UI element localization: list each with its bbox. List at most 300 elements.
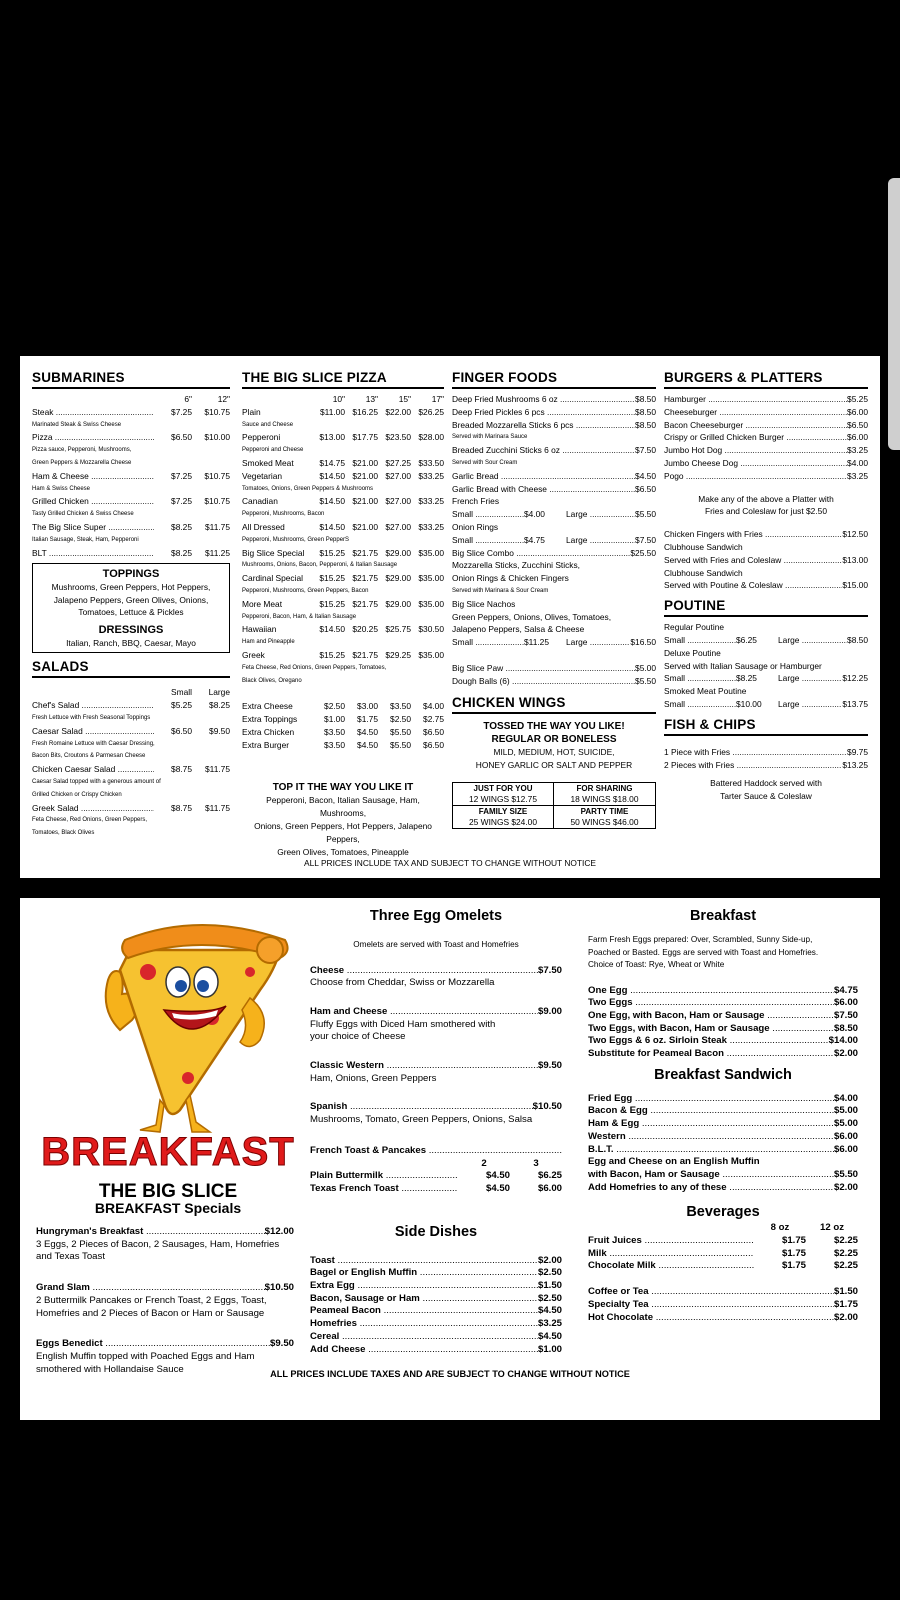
salads-title: SALADS [32, 659, 230, 678]
item-name: Garlic Bread ..... [452, 470, 635, 483]
item-price: $5.25 [847, 394, 868, 404]
item-price: $21.00 [352, 457, 378, 468]
breakfast-tax-notice: ALL PRICES INCLUDE TAXES AND ARE SUBJECT TO CHANGE WITHOUT NOTICE [270, 1369, 630, 1379]
menu-item [310, 1267, 562, 1280]
item-price: $3.25 [847, 445, 868, 456]
dressings-title: DRESSINGS [98, 623, 164, 636]
item-name: One Egg ..... [588, 985, 834, 998]
breakfast-column [588, 906, 858, 1324]
item-price: $15.25 [319, 547, 345, 558]
item-price: $2.50 [537, 1267, 562, 1279]
breakfast-sandwich-list [588, 1093, 858, 1157]
item-price: $4.00 [847, 457, 868, 468]
item-name: More Meat [242, 598, 283, 609]
menu-item [664, 419, 868, 432]
item-name: Cheeseburger ..... [664, 406, 847, 419]
item-price: $7.50 [833, 1009, 858, 1021]
item-description: Pepperoni and Cheese [242, 447, 304, 454]
item-price: $15.25 [319, 598, 345, 609]
item-price: $29.00 [385, 573, 411, 584]
menu-item [310, 1331, 562, 1344]
top-it-line: Pepperoni, Bacon, Italian Sausage, Ham, Mushrooms, [266, 795, 420, 819]
menu-item [452, 483, 656, 496]
item-price: $2.00 [833, 1181, 858, 1193]
item-description: Grilled Chicken or Crispy Chicken [32, 791, 122, 798]
item-name: Cheese ..... [310, 965, 538, 978]
item-price: $2.25 [833, 1260, 858, 1272]
item-price: $35.00 [418, 598, 444, 609]
item-price: $4.50 [357, 739, 378, 750]
item-name: One Egg, with Bacon, Ham or Sausage ..... [588, 1010, 834, 1023]
item-price: $8.25 [209, 700, 230, 711]
menu-item [588, 1035, 858, 1048]
size-6-label: 6" [184, 394, 192, 404]
menu-item [588, 1023, 858, 1036]
fish-chips-title: FISH & CHIPS [664, 717, 868, 736]
tax-notice: ALL PRICES INCLUDE TAX AND SUBJECT TO CHANGE WITHOUT NOTICE [304, 858, 596, 869]
item-name: Smoked Meat [242, 457, 294, 468]
item-name: Pepperoni [242, 432, 281, 443]
item-price: $3.50 [324, 726, 345, 737]
item-name: Ham & Cheese ..... [32, 470, 154, 483]
item-price: $6.50 [423, 739, 444, 750]
small-price: $11.25 [524, 637, 549, 648]
large-price: $12.25 [842, 673, 868, 684]
item-name: Two Eggs & 6 oz. Sirloin Steak ..... [588, 1035, 829, 1048]
item-price: $6.25 [537, 1170, 562, 1182]
item-price: $14.50 [319, 496, 345, 507]
wings-size-table [452, 782, 656, 829]
item-price: $5.00 [833, 1105, 858, 1117]
menu-item [310, 965, 562, 978]
french-toast-title: French Toast & Pancakes ..... [310, 1145, 562, 1158]
item-description: your choice of Cheese [310, 1031, 406, 1043]
item-price: $20.25 [352, 624, 378, 635]
breakfast-logo-word: BREAKFAST [41, 1130, 295, 1174]
omelets-title: Three Egg Omelets [369, 908, 503, 924]
menu-item [310, 1060, 562, 1073]
side-dishes-title: Side Dishes [394, 1223, 478, 1240]
pizza-item [242, 623, 444, 636]
item-price: $2.50 [537, 1292, 562, 1304]
item-name: Ham & Egg ..... [588, 1118, 834, 1131]
fish-note: Battered Haddock served with [710, 778, 822, 789]
item-price: $10.50 [264, 1282, 294, 1294]
item-price: $15.25 [319, 649, 345, 660]
item-price: $10.75 [204, 406, 230, 417]
breakfast-title: Breakfast [689, 908, 757, 924]
wings-headline: TOSSED THE WAY YOU LIKE! [483, 721, 625, 733]
finger-foods-title: FINGER FOODS [452, 370, 656, 389]
item-name: Served with Poutine & Coleslaw ..... [664, 579, 842, 592]
item-description: Fluffy Eggs with Diced Ham smothered with [310, 1018, 496, 1030]
submarines-column [32, 370, 230, 840]
small-large-row [664, 698, 868, 711]
brand-name: THE BIG SLICE [98, 1181, 238, 1202]
item-price: $29.25 [385, 649, 411, 660]
platters-list [664, 528, 868, 592]
item-description: Black Olives, Oregano [242, 677, 302, 684]
menu-item [588, 1169, 858, 1182]
item-name: Bacon Cheeseburger ..... [664, 419, 847, 432]
item-name: Deep Fried Pickles 6 pcs ..... [452, 406, 635, 419]
item-description: smothered with Hollandaise Sauce [36, 1363, 184, 1375]
item-name: All Dressed [242, 521, 285, 532]
burgers-column [664, 370, 868, 803]
item-price: $5.50 [635, 675, 656, 686]
item-price: $1.75 [781, 1235, 806, 1247]
item-name: Deep Fried Mushrooms 6 oz ..... [452, 393, 635, 406]
top-it-line: Green Olives, Tomatoes, Pineapple [277, 846, 409, 857]
menu-item [588, 997, 858, 1010]
breakfast-specials-list [36, 1226, 294, 1376]
spacer [310, 1127, 562, 1143]
menu-item [588, 1118, 858, 1131]
item-text: Deluxe Poutine [664, 647, 721, 658]
item-price: $29.00 [385, 598, 411, 609]
finger-foods-column [452, 370, 656, 829]
pizza-item [242, 739, 444, 752]
item-description: Served with Sour Cream [452, 459, 518, 466]
menu-item [588, 1248, 858, 1261]
item-price: $6.00 [833, 1143, 858, 1155]
item-description: and Texas Toast [36, 1251, 105, 1263]
small-label: Small ..... [452, 534, 524, 547]
item-price: $21.75 [352, 649, 378, 660]
item-name: Hawaiian [242, 624, 277, 635]
item-description: Caesar Salad topped with a generous amount of [32, 778, 161, 785]
size-12-label: 12" [217, 394, 230, 404]
french-toast-size-header [310, 1158, 562, 1171]
item-price: $27.25 [385, 457, 411, 468]
item-name: Dough Balls (6) ..... [452, 675, 635, 688]
item-price: $2.25 [833, 1247, 858, 1259]
item-name: Extra Cheese [242, 701, 293, 712]
large-label: Large ..... [778, 698, 842, 711]
pizza-list [242, 406, 444, 688]
item-price: $1.75 [781, 1247, 806, 1259]
item-price: $26.25 [418, 406, 444, 417]
item-price: $15.25 [319, 573, 345, 584]
size-15-label: 15" [398, 394, 411, 404]
item-price: $33.50 [418, 457, 444, 468]
item-price: $4.50 [357, 726, 378, 737]
platter-note: Fries and Coleslaw for just $2.50 [705, 506, 827, 517]
pizza-column [242, 370, 444, 858]
item-price: $5.00 [635, 662, 656, 673]
item-name: Chocolate Milk ..... [588, 1260, 754, 1273]
large-label: Large ..... [566, 508, 635, 521]
item-price: $4.75 [833, 984, 858, 996]
item-text: Jalapeno Peppers, Salsa & Cheese [452, 624, 585, 635]
size-13-label: 13" [365, 394, 378, 404]
item-price: $3.50 [324, 739, 345, 750]
item-price: $6.00 [833, 997, 858, 1009]
item-price: $6.00 [847, 432, 868, 443]
menu-item [588, 1182, 858, 1195]
item-name: Hamburger ..... [664, 393, 847, 406]
item-text: Green Peppers, Onions, Olives, Tomatoes, [452, 611, 612, 622]
item-price: $23.50 [385, 432, 411, 443]
menu-item [664, 746, 868, 759]
item-price: $6.50 [171, 725, 192, 736]
wings-cell: FAMILY SIZE [453, 806, 554, 817]
item-price: $11.75 [205, 521, 230, 532]
menu-item [310, 1170, 562, 1183]
wings-cell: 25 WINGS $24.00 [453, 817, 554, 828]
menu-item [32, 431, 230, 444]
item-description: Ham and Pineapple [242, 639, 295, 646]
menu-item [588, 1286, 858, 1299]
menu-item [664, 444, 868, 457]
menu-item [32, 763, 230, 776]
item-name: Fruit Juices ..... [588, 1235, 754, 1248]
item-description: Sauce and Cheese [242, 421, 294, 428]
item-name: B.L.T. ..... [588, 1144, 834, 1157]
small-label: Small ..... [664, 634, 736, 647]
menu-item [310, 1344, 562, 1357]
item-name: Substitute for Peameal Bacon ..... [588, 1048, 834, 1061]
size-10-label: 10" [332, 394, 345, 404]
menu-item [452, 393, 656, 406]
item-price: $33.25 [418, 470, 444, 481]
large-price: $5.50 [635, 509, 656, 520]
item-price: $8.50 [635, 419, 656, 430]
item-price: $5.00 [833, 1118, 858, 1130]
item-price: $27.00 [385, 496, 411, 507]
pizza-title: THE BIG SLICE PIZZA [242, 370, 444, 389]
item-description: Tasty Grilled Chicken & Swiss Cheese [32, 511, 134, 518]
item-text: Clubhouse Sandwich [664, 567, 743, 578]
menu-item [664, 393, 868, 406]
salads-list [32, 699, 230, 840]
item-price: $2.00 [833, 1048, 858, 1060]
item-price: $10.00 [204, 432, 230, 443]
menu-item [664, 457, 868, 470]
item-price: $6.50 [635, 483, 656, 494]
spacer [36, 1264, 294, 1282]
large-price: $13.75 [842, 698, 868, 709]
menu-item [32, 406, 230, 419]
item-name: Hot Chocolate ..... [588, 1312, 834, 1325]
menu-item [32, 470, 230, 483]
item-price: $12.00 [264, 1226, 294, 1237]
item-name: BLT ..... [32, 547, 154, 560]
pizza-item [242, 547, 444, 560]
item-description: Feta Cheese, Red Onions, Green Peppers, Tomatoes, [242, 664, 387, 671]
item-price: $8.25 [171, 547, 192, 558]
menu-item [452, 470, 656, 483]
wings-flavours: MILD, MEDIUM, HOT, SUICIDE, [493, 747, 615, 758]
item-name: Toast ..... [310, 1255, 538, 1268]
item-price: $6.50 [847, 419, 868, 430]
menu-item [310, 1318, 562, 1331]
beverages-list [588, 1286, 858, 1324]
wings-cell: JUST FOR YOU [453, 783, 554, 794]
muffin-line: Egg and Cheese on an English Muffin [588, 1156, 760, 1168]
menu-item [310, 1006, 562, 1019]
item-description: Mushrooms, Onions, Bacon, Pepperoni, & Italian Sausage [242, 562, 398, 569]
menu-item [310, 1305, 562, 1318]
submarines-size-header [32, 393, 230, 406]
item-price: $8.50 [635, 406, 656, 417]
breakfast-intro: Choice of Toast: Rye, Wheat or White [588, 960, 725, 969]
item-price: $9.50 [209, 725, 230, 736]
item-name: Bagel or English Muffin ..... [310, 1267, 538, 1280]
small-price: $10.00 [736, 698, 762, 709]
item-price: $14.75 [319, 457, 345, 468]
item-name: Extra Egg ..... [310, 1280, 538, 1293]
item-price: $14.50 [319, 470, 345, 481]
item-price: $1.00 [537, 1343, 562, 1355]
item-price: $3.00 [357, 701, 378, 712]
item-name: 1 Piece with Fries ..... [664, 746, 847, 759]
wings-cell: FOR SHARING [576, 783, 633, 793]
pizza-mascot-icon [60, 910, 320, 1140]
item-description: Italian Sausage, Steak, Ham, Pepperoni [32, 536, 139, 543]
item-price: $25.50 [630, 547, 656, 558]
item-description: Pepperoni, Mushrooms, Green PepperS [242, 536, 350, 543]
item-price: $6.00 [833, 1130, 858, 1142]
menu-item [664, 470, 868, 483]
item-price: $7.50 [537, 964, 562, 976]
large-price: $7.50 [635, 534, 656, 545]
item-price: $7.25 [171, 470, 192, 481]
item-name: Breaded Zucchini Sticks 6 oz ..... [452, 444, 635, 457]
item-price: $4.50 [537, 1330, 562, 1342]
fish-note: Tarter Sauce & Coleslaw [720, 791, 812, 802]
toppings-line: Jalapeno Peppers, Green Olives, Onions, [53, 594, 209, 605]
breakfast-intro: Poached or Basted. Eggs are served with Toast and Homefries. [588, 947, 819, 957]
menu-item [310, 1255, 562, 1268]
large-label: Large ..... [566, 636, 630, 649]
item-price: $29.00 [385, 547, 411, 558]
item-name: Specialty Tea ..... [588, 1299, 834, 1312]
wings-cell: 50 WINGS $46.00 [570, 816, 639, 827]
item-price: $14.50 [319, 624, 345, 635]
item-name: Extra Toppings [242, 713, 298, 724]
small-label: Small ..... [664, 698, 736, 711]
item-price: $10.75 [204, 470, 230, 481]
item-description: Homefries and 2 Pieces of Bacon or Ham or Sausage [36, 1307, 265, 1319]
item-description: Choose from Cheddar, Swiss or Mozzarella [310, 977, 495, 989]
menu-item [664, 431, 868, 444]
pizza-item [242, 713, 444, 726]
beverages-title: Beverages [686, 1204, 760, 1221]
item-price: $3.25 [537, 1318, 562, 1330]
item-description: Fresh Lettuce with Fresh Seasonal Toppings [32, 714, 151, 721]
item-price: $5.25 [171, 700, 192, 711]
item-text: Regular Poutine [664, 622, 725, 633]
spacer [452, 649, 656, 662]
item-description: Pepperoni, Mushrooms, Bacon [242, 511, 325, 518]
item-price: $11.75 [205, 802, 230, 813]
item-description: Pizza sauce, Pepperoni, Mushrooms, [32, 447, 132, 454]
item-description: Bacon Bits, Croutons & Parmesan Cheese [32, 753, 146, 760]
item-price: $33.25 [418, 521, 444, 532]
item-price: $3.50 [390, 701, 411, 712]
item-price: $12.50 [842, 529, 868, 540]
item-price: $27.00 [385, 521, 411, 532]
item-description: Tomatoes, Black Olives [32, 830, 95, 837]
item-price: $25.75 [385, 624, 411, 635]
item-name: Extra Chicken [242, 726, 295, 737]
item-name: Chicken Caesar Salad ..... [32, 763, 154, 776]
small-price: $4.75 [524, 534, 545, 545]
item-name: Cereal ..... [310, 1331, 538, 1344]
item-price: $7.50 [635, 445, 656, 456]
item-price: $9.50 [269, 1338, 294, 1350]
item-price: $9.75 [847, 746, 868, 757]
menu-item [588, 1131, 858, 1144]
item-price: $1.00 [324, 713, 345, 724]
scrollbar[interactable] [888, 178, 900, 450]
item-name: Pizza ..... [32, 431, 154, 444]
small-price: $8.25 [736, 673, 757, 684]
item-name: Breaded Mozzarella Sticks 6 pcs ..... [452, 419, 635, 432]
item-price: $5.50 [833, 1168, 858, 1180]
item-name: Caesar Salad ..... [32, 725, 154, 738]
item-text: Served with Italian Sausage or Hamburger [664, 660, 822, 671]
size-17-label: 17" [431, 394, 444, 404]
menu-item [32, 725, 230, 738]
wings-subheadline: REGULAR OR BONELESS [491, 734, 617, 746]
chicken-wings-title: CHICKEN WINGS [452, 695, 656, 714]
item-name: Big Slice Paw ..... [452, 662, 635, 675]
spacer [36, 1320, 294, 1338]
item-name: Two Eggs ..... [588, 997, 834, 1010]
menu-item [452, 444, 656, 457]
large-price: $8.50 [847, 634, 868, 645]
item-name: Eggs Benedict ..... [36, 1338, 270, 1351]
omelets-list [310, 965, 562, 1143]
burgers-title: BURGERS & PLATTERS [664, 370, 868, 389]
wings-cell: 18 WINGS $18.00 [554, 794, 655, 806]
breakfast-list [588, 985, 858, 1061]
item-name: Classic Western ..... [310, 1060, 538, 1073]
item-price: $14.00 [828, 1035, 858, 1047]
item-price: $1.50 [833, 1286, 858, 1298]
item-price: $14.50 [319, 521, 345, 532]
item-price: $11.25 [205, 547, 230, 558]
item-name: Greek Salad ..... [32, 802, 154, 815]
item-price: $21.75 [352, 573, 378, 584]
pizza-item [242, 470, 444, 483]
top-it-title: TOP IT THE WAY YOU LIKE IT [272, 782, 414, 794]
menu-item [588, 1235, 858, 1248]
submarines-title: SUBMARINES [32, 370, 230, 389]
wings-cell: PARTY TIME [580, 806, 629, 816]
breakfast-menu-card [20, 898, 880, 1420]
menu-item [588, 1312, 858, 1325]
item-name: Texas French Toast ..... [310, 1183, 458, 1196]
menu-item [588, 985, 858, 998]
pizza-item [242, 431, 444, 444]
item-price: $30.50 [418, 624, 444, 635]
salads-size-header [32, 686, 230, 699]
small-large-row [452, 534, 656, 547]
menu-item [664, 759, 868, 772]
item-price: $10.75 [204, 496, 230, 507]
item-text: Smoked Meat Poutine [664, 686, 747, 697]
item-text: Onion Rings [452, 521, 499, 532]
pizza-item [242, 700, 444, 713]
large-price: $16.50 [630, 637, 656, 648]
menu-item [452, 406, 656, 419]
menu-item [664, 554, 868, 567]
item-price: $6.00 [847, 406, 868, 417]
item-price: $2.50 [390, 713, 411, 724]
